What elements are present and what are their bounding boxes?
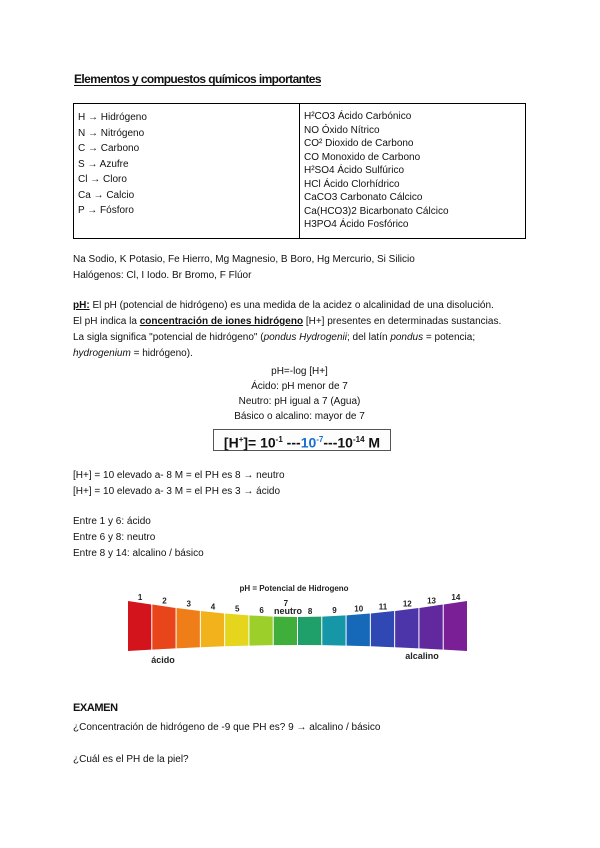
ph-scale-number: 4 — [210, 602, 216, 612]
exam-question-2: ¿Cuál es el PH de la piel? — [73, 754, 189, 765]
ph-scale-number: 6 — [259, 606, 264, 616]
alkaline-label: alcalino — [405, 651, 439, 661]
example-line: [H+] = 10 elevado a- 8 M = el PH es 8 → neutro — [73, 470, 285, 481]
ph-basic-rule: Básico o alcalino: mayor de 7 — [234, 411, 365, 422]
formula-sup: -1 — [275, 435, 283, 444]
neutral-label: neutro — [274, 606, 302, 616]
element-item: H → Hidrógeno — [78, 112, 147, 123]
compound-item: CaCO3 Carbonato Cálcico — [304, 192, 423, 203]
ph-line3-start: La sigla significa "potencial de hidrógeno" ( — [73, 332, 264, 343]
compound-item: CO Monoxido de Carbono — [304, 151, 421, 163]
ph-color-block — [371, 611, 394, 647]
symbols-line: Na Sodio, K Potasio, Fe Hierro, Mg Magnesio, B Boro, Hg Mercurio, Si Silicio — [73, 254, 415, 265]
ph-color-block — [225, 614, 248, 647]
latin-term: pondus Hydrogenii — [263, 332, 347, 343]
element-item: C → Carbono — [78, 143, 140, 154]
compound-item: HCl Ácido Clorhídrico — [304, 178, 400, 190]
range-line: Entre 6 y 8: neutro — [73, 532, 156, 543]
ph-neutral-rule: Neutro: pH igual a 7 (Agua) — [238, 396, 361, 407]
elements-table — [73, 103, 526, 239]
ph-color-block — [177, 608, 200, 648]
ph-color-block — [201, 611, 224, 647]
ph-definition-line-2 — [73, 314, 501, 330]
compound-item: Ca(HCO3)2 Bicarbonato Cálcico — [304, 205, 449, 217]
compound-item: H²SO4 Ácido Sulfúrico — [304, 165, 405, 176]
ph-scale-number: 12 — [402, 599, 412, 609]
halogens-line: Halógenos: Cl, I Iodo. Br Bromo, F Flúor — [73, 270, 252, 281]
concentration-term: concentración de iones hidrógeno — [139, 316, 304, 327]
formula-sup: -7 — [316, 435, 324, 444]
document-title: Elementos y compuestos químicos importantes — [74, 72, 321, 86]
ph-color-block — [128, 601, 151, 651]
ph-color-block — [395, 608, 418, 648]
ph-scale-number: 14 — [451, 592, 461, 602]
hydrogen-concentration-formula — [213, 429, 391, 451]
ph-acid-rule: Ácido: pH menor de 7 — [251, 381, 348, 392]
formula-part: ---10 — [323, 434, 353, 451]
ph-formula-rule: pH=-log [H+] — [271, 366, 328, 377]
range-line: Entre 8 y 14: alcalino / básico — [73, 548, 204, 559]
element-item: P → Fósforo — [78, 205, 134, 216]
ph-scale-title: pH = Potencial de Hidrogeno — [239, 584, 349, 593]
range-line: Entre 1 y 6: ácido — [73, 516, 151, 527]
ph-color-block — [322, 615, 345, 645]
ph-scale-number: 1 — [137, 592, 143, 602]
ph-scale-number: 2 — [162, 596, 167, 606]
ph-definition-line-4 — [73, 346, 193, 362]
formula-sup: + — [238, 435, 244, 444]
ph-color-block — [347, 614, 370, 647]
ph-term: pH: — [73, 300, 90, 311]
element-item: Cl → Cloro — [78, 174, 127, 185]
formula-part: [H — [223, 434, 239, 451]
formula-sup: -14 — [352, 435, 365, 444]
ph-color-block — [298, 617, 321, 646]
ph-line3-mid: ; del latín — [346, 332, 391, 343]
ph-color-block — [274, 617, 297, 646]
elements-column — [74, 104, 300, 239]
example-line: [H+] = 10 elevado a- 3 M = el PH es 3 → ácido — [73, 486, 281, 497]
ph-color-block — [419, 605, 442, 650]
ph-color-block — [152, 605, 175, 650]
compounds-column — [300, 104, 526, 239]
formula-part: M — [364, 434, 381, 451]
ph-definition-line-1 — [73, 298, 494, 314]
compound-item: H²CO3 Ácido Carbónico — [304, 111, 412, 122]
ph-scale-number: 9 — [332, 606, 337, 616]
ph-definition-text: El pH (potencial de hidrógeno) es una medida de la acidez o alcalinidad de una disolución. — [89, 300, 494, 311]
exam-question-1: ¿Concentración de hidrógeno de -9 que PH es? 9 → alcalino / básico — [73, 722, 381, 733]
ph-line2-start: El pH indica la — [73, 316, 140, 327]
compound-item: NO Óxido Nítrico — [304, 124, 380, 136]
ph-scale-number: 13 — [427, 596, 437, 606]
compound-item: H3PO4 Ácido Fosfórico — [304, 219, 409, 230]
element-item: S → Azufre — [78, 158, 129, 170]
ph-line2-rest: [H+] presentes en determinadas sustancias. — [303, 316, 502, 327]
ph-scale-number: 11 — [378, 602, 388, 612]
latin-term: hydrogenium — [73, 348, 131, 359]
acid-label: ácido — [151, 655, 175, 663]
ph-scale-number: 10 — [354, 604, 364, 614]
formula-part: ]= 10 — [243, 434, 276, 451]
ph-scale-number: 3 — [186, 599, 191, 609]
element-item: N → Nitrógeno — [78, 127, 145, 139]
latin-term: pondus — [390, 332, 424, 343]
formula-neutral: 10 — [300, 434, 317, 451]
element-item: Ca → Calcio — [78, 189, 135, 201]
ph-line3-end: = potencia; — [423, 332, 476, 343]
formula-part: --- — [282, 434, 301, 451]
ph-definition-line-3 — [73, 330, 475, 346]
exam-heading: EXAMEN — [73, 702, 118, 714]
ph-color-block — [444, 601, 467, 651]
compound-item: CO² Dioxido de Carbono — [304, 138, 414, 149]
ph-line4-end: = hidrógeno). — [130, 348, 193, 359]
ph-scale-image — [118, 581, 488, 663]
ph-scale-number: 7 — [283, 598, 289, 608]
ph-scale-number: 5 — [235, 604, 240, 614]
ph-color-block — [249, 615, 272, 645]
ph-scale-number: 8 — [307, 606, 313, 616]
